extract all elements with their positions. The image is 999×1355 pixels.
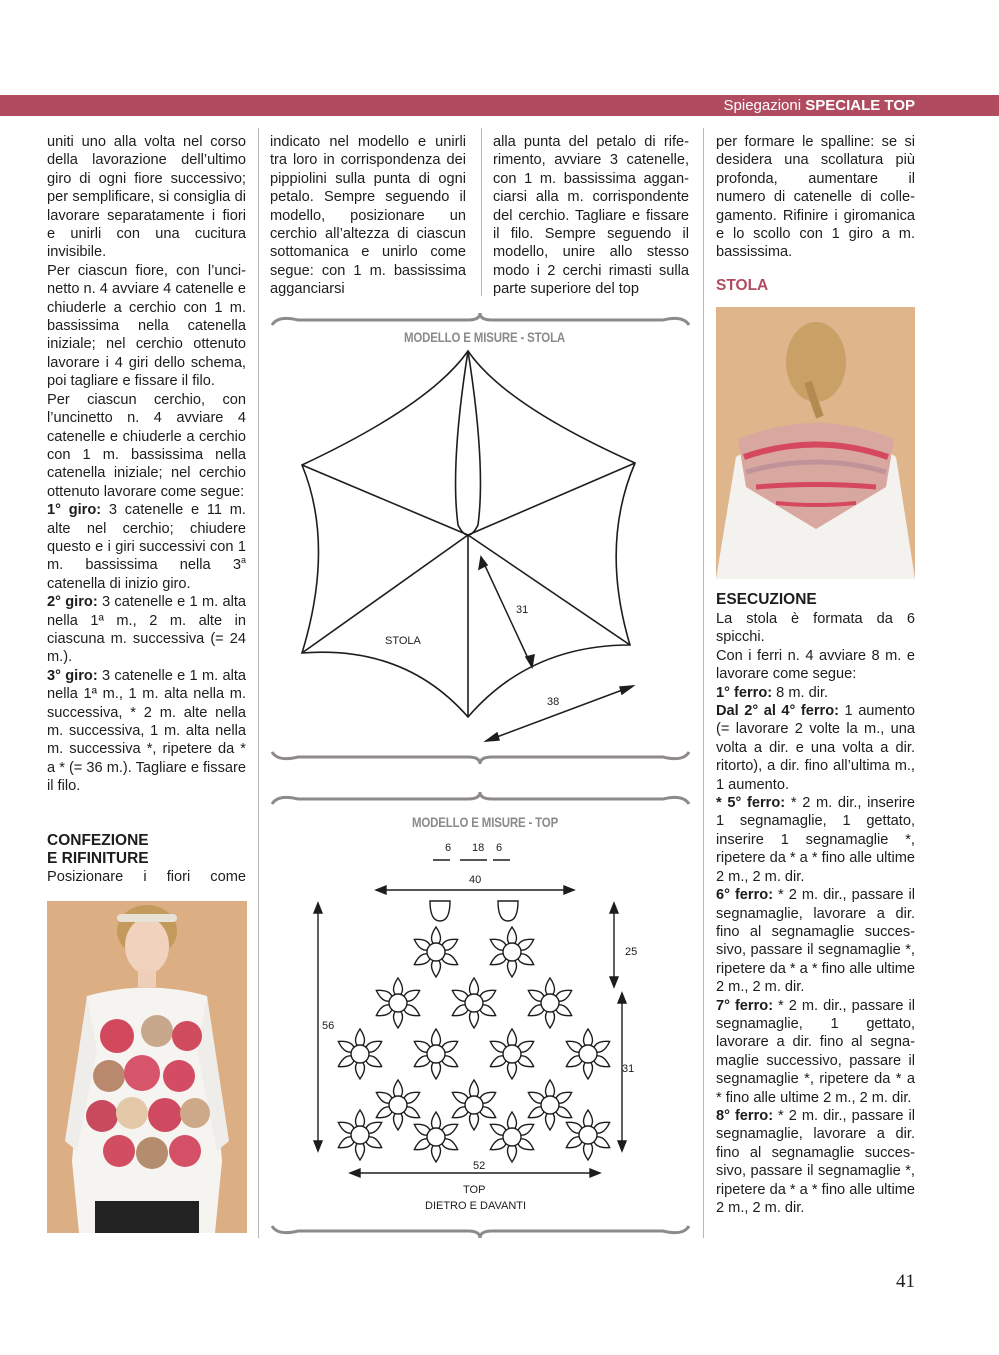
- stola-model-illustration: [716, 307, 915, 579]
- section-title: SPECIALE TOP: [805, 97, 915, 114]
- paragraph: Posizionare i fiori come: [47, 869, 246, 885]
- row-text: * 2 m. dir., passare il segnamaglie, 1 gettato, lavorare a dir. fino al segnamaglie successivo, passare il segnamaglie *, ripetere da * a * fino alle ultime 2 m., 2 m. dir.: [716, 997, 915, 1106]
- dim-total-height: 56: [322, 1020, 335, 1032]
- row-text: 8 m. dir.: [772, 684, 829, 701]
- paragraph: Con i ferri n. 4 avviare 8 m. e lavorare come segue:: [716, 647, 915, 683]
- top-diagram-title: MODELLO E MISURE - TOP: [412, 814, 559, 830]
- dim-neck: 18: [472, 842, 485, 854]
- heading-line: E RIFINITURE: [47, 850, 149, 867]
- row-text: 1 aumento (= lavorare 2 volte la m., una volta a dir. e una volta a dir. ritorto), a dir. fino all’ultima m., 1 aumento.: [716, 703, 915, 793]
- stola-diagram: [290, 345, 650, 750]
- section-label: Spiegazioni: [723, 97, 802, 114]
- diagram-divider-bottom: [268, 1220, 693, 1240]
- dim-shoulder-right: 6: [496, 842, 503, 854]
- round-label: 3° giro:: [47, 667, 98, 684]
- top-label-line2: DIETRO E DAVANTI: [425, 1200, 527, 1212]
- text-column-4-instructions: [716, 610, 915, 1217]
- round-text: catenella di inizio giro.: [47, 575, 191, 592]
- diagram-divider-top: [268, 311, 693, 331]
- row-label: * 5° ferro:: [716, 795, 786, 812]
- stola-diagram-title: MODELLO E MISURE - STOLA: [404, 329, 566, 345]
- row-8-instruction: [716, 1107, 915, 1217]
- page-number: 41: [896, 1271, 915, 1292]
- row-label: 7° ferro:: [716, 997, 774, 1014]
- top-diagram: [300, 835, 650, 1220]
- round-text: 3 catenelle e 1 m. alta nella 1ª m., 2 m. alte in ciascuna m. successiva (= 24 m.).: [47, 594, 246, 666]
- round-3-instruction: [47, 667, 246, 796]
- paragraph: indicato nel modello e unirli tra loro in corrispondenza dei pippiolini sulla punta di ogni petalo. Sempre seguendo il modello, posizionare un cerchio all’altezza di ciascun sottomanica e unirlo come segue: con 1 m. bassissima agganciarsi: [270, 134, 466, 298]
- row-label: Dal 2° al 4° ferro:: [716, 703, 840, 720]
- esecuzione-heading: ESECUZIONE: [716, 591, 817, 608]
- dim-bottom-width: 52: [473, 1160, 486, 1172]
- round-text: 3 catenelle e 1 m. alta nella 1ª m., 1 m. alta nella m. successiva, * 2 m. alte nella m. successiva, 1 m. alta nella m. successiva *, ripetere da * a * (= 36 m.). Tagliare e fissare il filo.: [47, 667, 246, 795]
- stola-side-label: 38: [547, 696, 560, 708]
- top-label-line1: TOP: [463, 1184, 486, 1196]
- confezione-heading: [47, 832, 149, 868]
- round-text: 3 catenelle e 11 m. alte nel cerchio; chiudere questo e i giri successivi con 1 m. bassissima nella 3: [47, 502, 246, 574]
- row-2-4-instruction: [716, 702, 915, 794]
- stola-model-photo: [716, 307, 915, 579]
- text-column-1: [47, 133, 246, 796]
- dim-lower-height: 31: [622, 1063, 635, 1075]
- row-label: 6° ferro:: [716, 887, 774, 904]
- row-text: * 2 m. dir., passare il segnamaglie, lavorare a dir. fino al segnamaglie successivo, passare il segnamaglie *, ripetere da * a * fino alle ultime 2 m., 2 m. dir.: [716, 1107, 915, 1216]
- round-label: 2° giro:: [47, 594, 98, 611]
- row-1-instruction: [716, 684, 915, 702]
- superscript: a: [240, 555, 246, 566]
- stola-radius-label: 31: [516, 604, 529, 616]
- round-1-instruction: [47, 501, 246, 593]
- text-column-4: [716, 133, 915, 262]
- paragraph: Per ciascun cerchio, con l’uncinetto n. 4 avviare 4 catenelle e chiuderle a cerchio con 1 m. bassissima nella catenella iniziale; nel cerchio ottenuto lavorare come segue:: [47, 391, 246, 500]
- row-text: * 2 m. dir., inserire 1 segnamaglie, 1 gettato, inserire 1 segnamaglie *, ripetere da * a * fino alle ultime 2 m., 2 m. dir.: [716, 795, 915, 885]
- row-5-instruction: [716, 794, 915, 886]
- dim-shoulder-left: 6: [445, 842, 452, 854]
- column-divider: [258, 128, 259, 1238]
- top-model-illustration: [47, 901, 247, 1233]
- heading-line: CONFEZIONE: [47, 832, 149, 849]
- dim-top-width: 40: [469, 874, 482, 886]
- column-divider: [481, 128, 482, 296]
- paragraph: Per ciascun fiore, con l’uncinetto n. 4 avviare 4 catenelle e chiuderle a cerchio con 1 m. bassissima nella catenella iniziale; nel cerchio ottenuto lavorare i 4 giri dello schema, poi tagliare e fissare il filo.: [47, 262, 246, 390]
- text-column-1-tail: [47, 868, 246, 886]
- paragraph: per formare le spalline: se si desidera una scollatura più profonda, aumentare il numero di catenelle di collegamento. Rifinire i giromanica e lo scollo con 1 giro a m. bassissima.: [716, 134, 915, 261]
- text-column-2: [270, 133, 466, 299]
- round-2-instruction: [47, 593, 246, 667]
- stola-name-label: STOLA: [385, 635, 421, 647]
- row-label: 1° ferro:: [716, 684, 773, 701]
- section-header-band: [0, 95, 999, 116]
- dim-upper-height: 25: [625, 946, 638, 958]
- row-text: * 2 m. dir., passare il segnamaglie, lavorare a dir. fino al segnamaglie successivo, passare il segnamaglie *, ripetere da * a * fino alle ultime 2 m., 2 m. dir.: [716, 887, 915, 996]
- paragraph: alla punta del petalo di riferimento, avviare 3 catenelle, con 1 m. bassissima agganciarsi alla m. corrispondente del cerchio. Tagliare e fissare il filo. Sempre seguendo il modello, unire allo stesso modo i 2 cerchi rimasti sulla parte superiore del top: [493, 134, 689, 298]
- row-label: 8° ferro:: [716, 1107, 774, 1124]
- top-model-photo: [47, 901, 247, 1233]
- round-label: 1° giro:: [47, 502, 102, 519]
- row-6-instruction: [716, 886, 915, 996]
- diagram-divider-middle-bottom: [268, 790, 693, 810]
- row-7-instruction: [716, 997, 915, 1107]
- section-header-text: [724, 97, 915, 114]
- text-column-3: [493, 133, 689, 299]
- paragraph: La stola è formata da 6 spicchi.: [716, 611, 915, 646]
- column-divider: [703, 128, 704, 1238]
- paragraph: uniti uno alla volta nel corso della lavorazione dell’ultimo giro di ogni fiore successivo; per semplificare, si consiglia di lavorare separatamente i fiori e unirli con una cucitura invisibile.: [47, 134, 246, 261]
- stola-heading: STOLA: [716, 277, 769, 294]
